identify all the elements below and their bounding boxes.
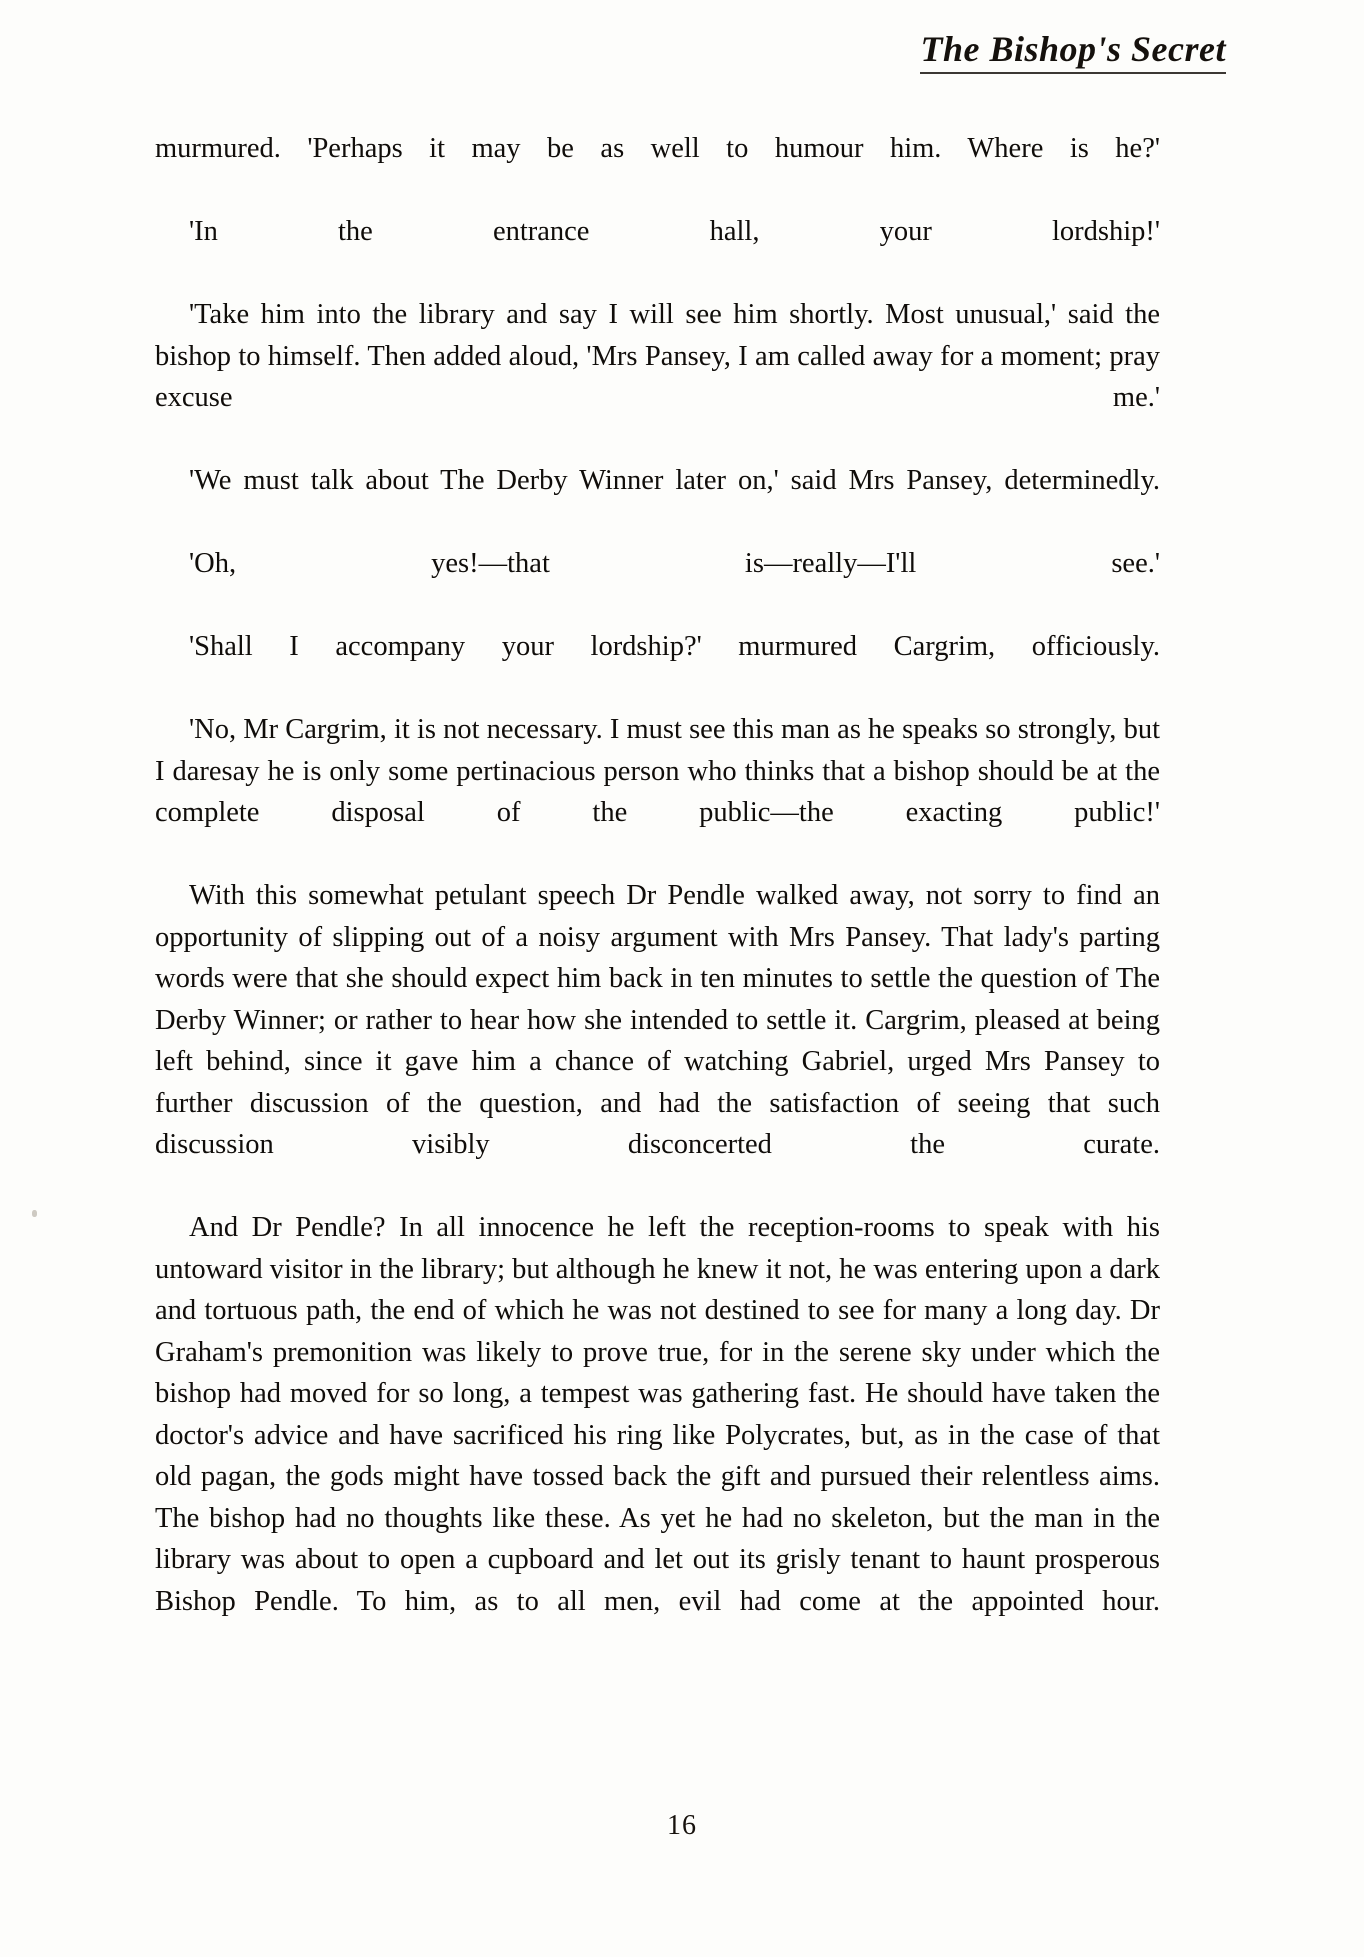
running-head: [920, 28, 1226, 74]
paragraph: murmured. 'Perhaps it may be as well to humour him. Where is he?': [155, 133, 1160, 164]
paragraph: 'Oh, yes!—that is—really—I'll see.': [189, 548, 1160, 579]
paragraph: 'We must talk about The Derby Winner later on,' said Mrs Pansey, determinedly.: [189, 465, 1160, 496]
running-head-rule: [920, 72, 1226, 74]
paragraph: 'Take him into the library and say I will see him shortly. Most unusual,' said the bishop to himself. Then added aloud, 'Mrs Pansey, I am called away for a moment; pray excuse me.': [155, 299, 1160, 413]
paragraph: And Dr Pendle? In all innocence he left the reception-rooms to speak with his untoward visitor in the library; but although he knew it not, he was entering upon a dark and tortuous path, the end of which he was not destined to see for many a long day. Dr Graham's premonition was likely to prove true, for in the serene sky under which the bishop had moved for so long, a tempest was gathering fast. He should have taken the doctor's advice and have sacrificed his ring like Polycrates, but, as in the case of that old pagan, the gods might have tossed back the gift and pursued their relentless aims. The bishop had no thoughts like these. As yet he had no skeleton, but the man in the library was about to open a cupboard and let out its grisly tenant to haunt prosperous Bishop Pendle. To him, as to all men, evil had come at the appointed hour.: [155, 1212, 1160, 1617]
body-text: [155, 128, 1160, 1664]
paragraph: 'No, Mr Cargrim, it is not necessary. I must see this man as he speaks so strongly, but I daresay he is only some pertinacious person who thinks that a bishop should be at the complete disposal of the public—the exacting public!': [155, 714, 1160, 828]
paragraph: 'Shall I accompany your lordship?' murmured Cargrim, officiously.: [189, 631, 1160, 662]
paragraph: With this somewhat petulant speech Dr Pendle walked away, not sorry to find an opportunity of slipping out of a noisy argument with Mrs Pansey. That lady's parting words were that she should expect him back in ten minutes to settle the question of The Derby Winner; or rather to hear how she intended to settle it. Cargrim, pleased at being left behind, since it gave him a chance of watching Gabriel, urged Mrs Pansey to further discussion of the question, and had the satisfaction of seeing that such discussion visibly disconcerted the curate.: [155, 880, 1160, 1160]
running-head-title: The Bishop's Secret: [920, 29, 1226, 69]
paragraph: 'In the entrance hall, your lordship!': [189, 216, 1160, 247]
page-number: 16: [667, 1810, 697, 1841]
scan-speck: [32, 1210, 37, 1217]
